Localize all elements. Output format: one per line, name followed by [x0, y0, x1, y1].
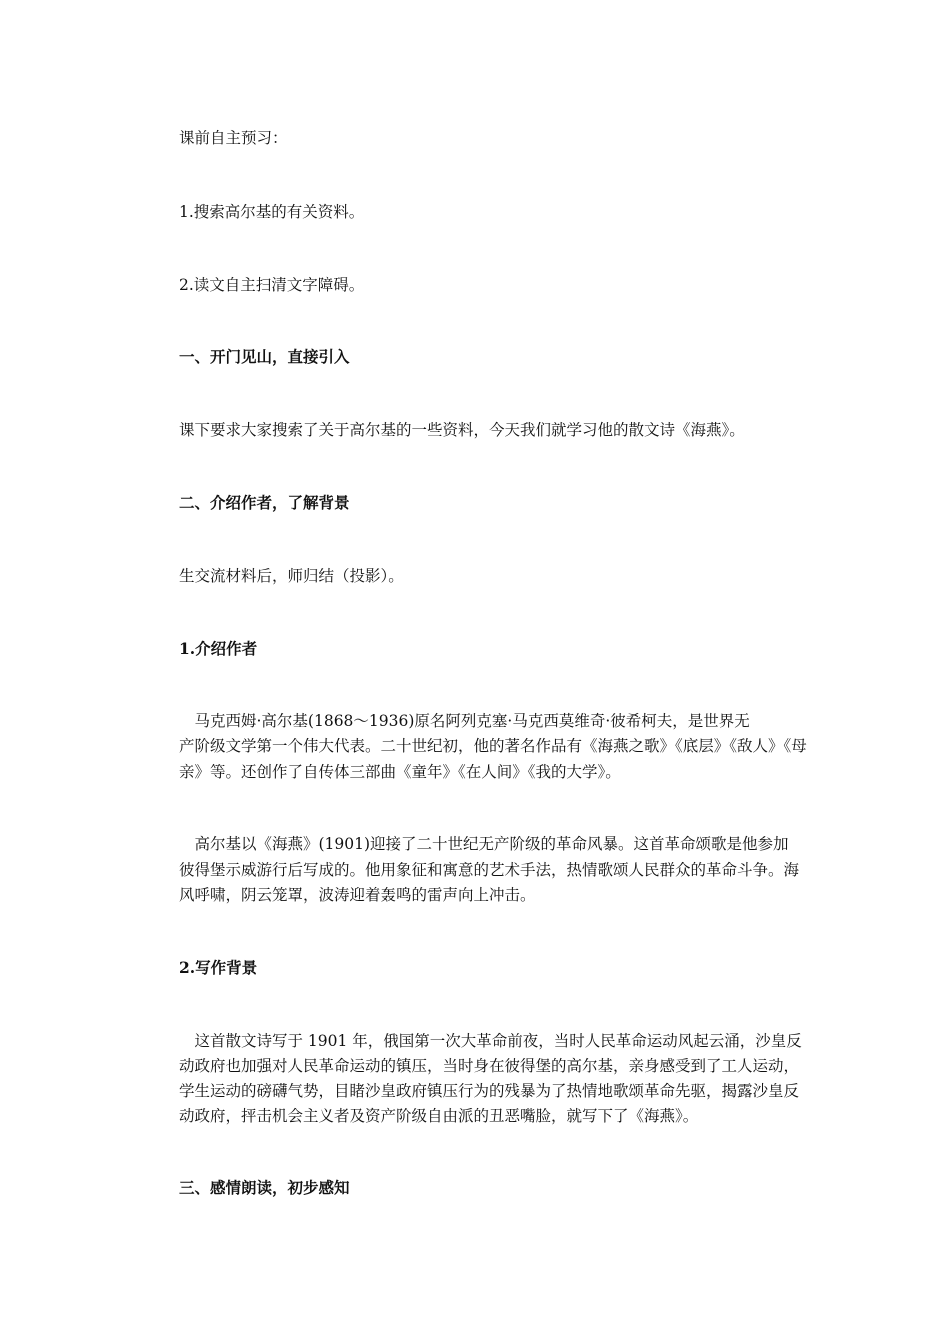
author-para-2-line-2: 彼得堡示威游行后写成的。他用象征和寓意的艺术手法，热情歌颂人民群众的革命斗争。海 — [179, 861, 800, 879]
preview-title: 课前自主预习： — [179, 129, 288, 147]
author-para-1-line-1: 马克西姆·高尔基(1868～1936)原名阿列克塞·马克西莫维奇·彼希柯夫，是世界无 — [179, 712, 750, 730]
section-2-text: 生交流材料后，师归结（投影）。 — [179, 567, 404, 585]
sub-1-heading: 1.介绍作者 — [179, 639, 258, 658]
background-line-4: 动政府，抨击机会主义者及资产阶级自由派的丑恶嘴脸，就写下了《海燕》。 — [179, 1107, 699, 1125]
sub-2-heading: 2.写作背景 — [179, 958, 258, 977]
section-1-heading: 一、开门见山，直接引入 — [179, 347, 350, 366]
preview-item-2: 2.读文自主扫清文字障碍。 — [179, 276, 365, 294]
section-1-text: 课下要求大家搜索了关于高尔基的一些资料，今天我们就学习他的散文诗《海燕》。 — [179, 421, 745, 439]
section-2-heading: 二、介绍作者，了解背景 — [179, 493, 350, 512]
background-line-3: 学生运动的磅礴气势，目睹沙皇政府镇压行为的残暴为了热情地歌颂革命先驱，揭露沙皇反 — [179, 1082, 800, 1100]
author-para-1-line-3: 亲》等。还创作了自传体三部曲《童年》《在人间》《我的大学》。 — [179, 763, 621, 781]
background-line-2: 动政府也加强对人民革命运动的镇压，当时身在彼得堡的高尔基，亲身感受到了工人运动， — [179, 1057, 800, 1075]
author-para-2-line-3: 风呼啸，阴云笼罩，波涛迎着轰鸣的雷声向上冲击。 — [179, 886, 536, 904]
background-line-1: 这首散文诗写于 1901 年，俄国第一次大革命前夜，当时人民革命运动风起云涌，沙皇反 — [179, 1032, 802, 1050]
author-para-2-line-1: 高尔基以《海燕》(1901)迎接了二十世纪无产阶级的革命风暴。这首革命颂歌是他参加 — [179, 835, 789, 853]
section-3-heading: 三、感情朗读，初步感知 — [179, 1178, 350, 1197]
author-para-1-line-2: 产阶级文学第一个伟大代表。二十世纪初，他的著名作品有《海燕之歌》《底层》《敌人》《母 — [179, 737, 807, 755]
preview-item-1: 1.搜索高尔基的有关资料。 — [179, 203, 365, 221]
